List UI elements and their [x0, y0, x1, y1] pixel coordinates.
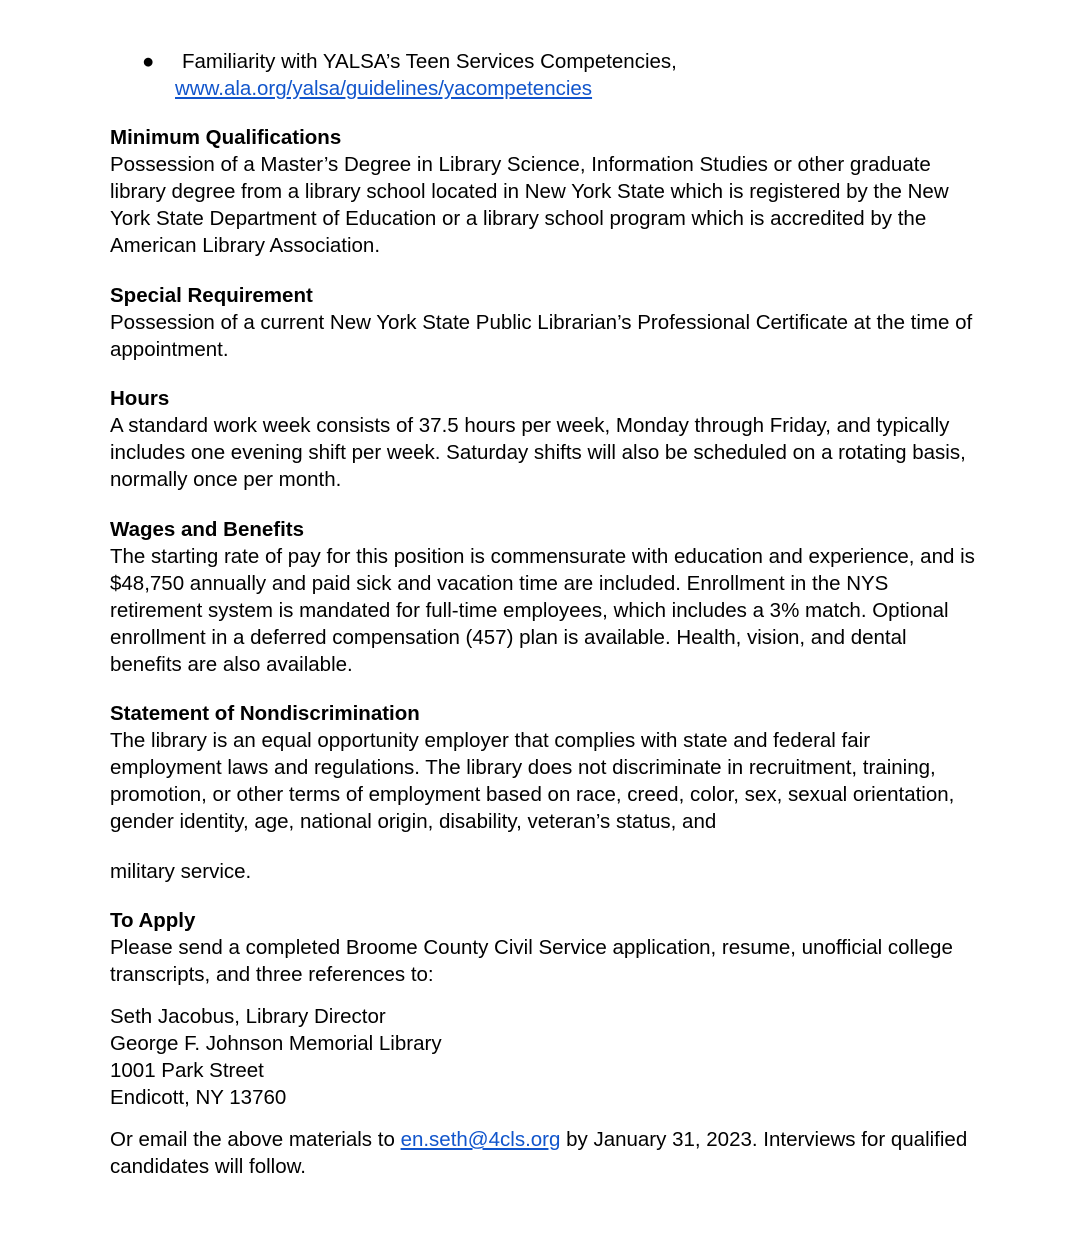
email-suffix: by January 31, 2023. Interviews for qualified candidates will follow.: [110, 1128, 968, 1179]
address-line: Endicott, NY 13760: [110, 1086, 287, 1110]
section-heading: Statement of Nondiscrimination: [110, 702, 420, 725]
address-line: Seth Jacobus, Library Director: [110, 1005, 386, 1028]
address-line: 1001 Park Street: [110, 1059, 264, 1083]
address-line: George F. Johnson Memorial Library: [110, 1032, 442, 1056]
section-minimum-qualifications: [110, 124, 980, 259]
bullet-text: Familiarity with YALSA’s Teen Services Competencies,: [182, 50, 677, 73]
section-heading: Hours: [110, 387, 170, 410]
yalsa-competencies-link[interactable]: www.ala.org/yalsa/guidelines/yacompetencies: [175, 77, 593, 100]
bullet-marker: ●: [142, 50, 155, 73]
section-body: Possession of a Master’s Degree in Library Science, Information Studies or other graduate library degree from a library school located in New York State which is registered by the New York State Department of Education or a library school program which is accredited by the American Library Association.: [110, 153, 949, 258]
email-link[interactable]: en.seth@4cls.org: [400, 1128, 561, 1151]
section-heading: Special Requirement: [110, 284, 313, 307]
section-hours: [110, 385, 980, 493]
section-heading: To Apply: [110, 909, 196, 932]
section-heading: Wages and Benefits: [110, 518, 305, 541]
section-body: Possession of a current New York State Public Librarian’s Professional Certificate at the time of appointment.: [110, 311, 973, 362]
email-prefix: Or email the above materials to: [110, 1128, 395, 1151]
section-body: A standard work week consists of 37.5 hours per week, Monday through Friday, and typically includes one evening shift per week. Saturday shifts will also be scheduled on a rotating basis, normally once per month.: [110, 414, 966, 492]
email-instructions: [110, 1126, 980, 1180]
nondiscrimination-continued: military service.: [110, 860, 252, 883]
section-body: The starting rate of pay for this position is commensurate with education and experience, and is $48,750 annually and paid sick and vacation time are included. Enrollment in the NYS retirement system is mandated for full-time employees, which includes a 3% match. Optional enrollment in a deferred compensation (457) plan is available. Health, vision, and dental benefits are also available.: [110, 545, 975, 677]
section-heading: Minimum Qualifications: [110, 126, 342, 149]
mailing-address: [110, 1003, 980, 1111]
section-body: The library is an equal opportunity employer that complies with state and federal fair employment laws and regulations. The library does not discriminate in recruitment, training, promotion, or other terms of employment based on race, creed, color, sex, sexual orientation, gender identity, age, national origin, disability, veteran’s status, and: [110, 729, 955, 834]
section-to-apply: [110, 907, 980, 988]
section-special-requirement: [110, 282, 980, 363]
section-body: Please send a completed Broome County Civil Service application, resume, unofficial college transcripts, and three references to:: [110, 936, 953, 987]
section-wages-benefits: [110, 516, 980, 679]
section-nondiscrimination: [110, 700, 980, 835]
